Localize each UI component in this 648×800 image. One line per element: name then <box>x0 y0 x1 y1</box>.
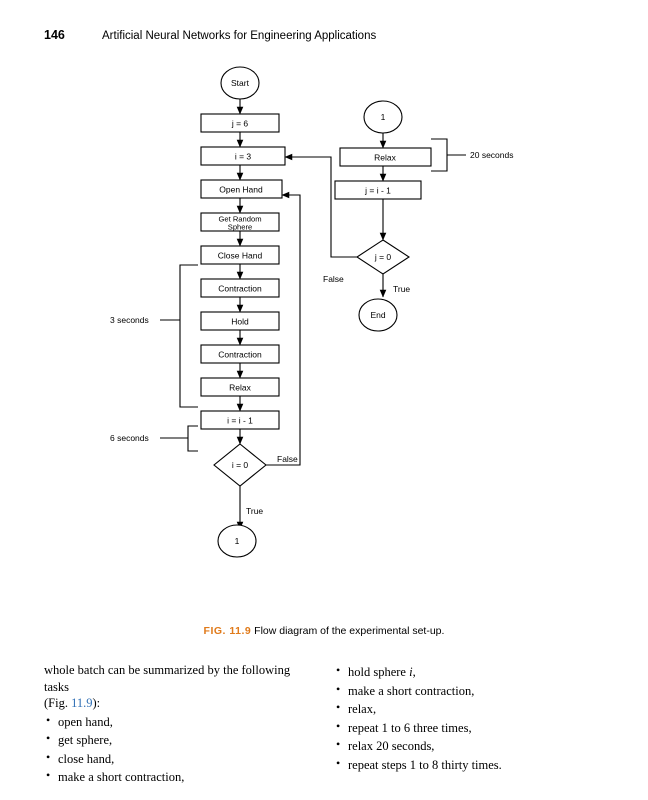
body-column-right <box>334 662 606 788</box>
intro-line-2-post: ): <box>92 696 101 710</box>
page-header <box>44 28 604 42</box>
figure-caption-text: Flow diagram of the experimental set-up. <box>254 625 445 637</box>
list-item-hold-sphere-text: hold sphere <box>348 665 410 679</box>
node-connector-bottom-label: 1 <box>234 536 240 546</box>
node-hold <box>201 312 279 330</box>
edge-label-i-false: False <box>277 454 298 464</box>
node-relax-right-label: Relax <box>374 152 396 163</box>
node-set-i-label: i = 3 <box>234 151 252 162</box>
node-get-random-sphere-label-2: Sphere <box>227 222 253 232</box>
node-end-label: End <box>370 310 386 320</box>
node-relax-left <box>201 378 279 396</box>
node-connector-bottom <box>218 525 256 557</box>
intro-paragraph <box>44 662 316 712</box>
node-start-label: Start <box>231 78 249 88</box>
task-list-right <box>334 664 606 773</box>
node-decision-j <box>357 240 409 274</box>
node-decrement-i-label: i = i - 1 <box>227 415 253 426</box>
task-list-left <box>44 714 316 786</box>
node-open-hand-label: Open Hand <box>219 184 263 195</box>
list-item: • close hand, <box>44 751 316 768</box>
node-end <box>359 299 397 331</box>
list-item: • open hand, <box>44 714 316 731</box>
node-hold-label: Hold <box>231 316 249 327</box>
intro-line-1: whole batch can be summarized by the following tasks <box>44 663 291 694</box>
node-set-j <box>201 114 279 132</box>
flow-diagram-figure <box>0 56 648 646</box>
page-number: 146 <box>44 28 65 42</box>
node-decision-j-label: j = 0 <box>374 252 392 262</box>
node-get-random-sphere-label-1: Get Random <box>218 214 262 224</box>
list-item: • relax 20 seconds, <box>334 738 606 755</box>
node-close-hand-label: Close Hand <box>217 250 263 261</box>
node-decrement-j-label: j = i - 1 <box>365 185 391 196</box>
node-relax-left-label: Relax <box>229 382 251 393</box>
intro-line-2-pre: (Fig. <box>44 696 72 710</box>
annotation-three-seconds: 3 seconds <box>110 315 149 325</box>
annotation-six-seconds: 6 seconds <box>110 433 149 443</box>
list-item: • relax, <box>334 701 606 718</box>
node-contraction-1-label: Contraction <box>218 283 262 294</box>
list-item: • make a short contraction, <box>334 683 606 700</box>
node-decrement-j <box>335 181 421 199</box>
list-item: • repeat 1 to 6 three times, <box>334 720 606 737</box>
list-item: • make a short contraction, <box>44 769 316 786</box>
node-decrement-i <box>201 411 279 429</box>
node-decision-i-label: i = 0 <box>231 460 249 470</box>
edge-label-j-true: True <box>393 284 411 294</box>
edge-label-j-false: False <box>323 274 344 284</box>
node-decision-i <box>214 444 266 486</box>
list-item-hold-sphere-index: i <box>409 665 413 679</box>
running-head-title: Artificial Neural Networks for Engineering Applications <box>102 30 377 42</box>
node-contraction-2-label: Contraction <box>218 349 262 360</box>
node-open-hand <box>201 180 282 198</box>
node-get-random-sphere <box>201 213 279 232</box>
node-close-hand <box>201 246 279 264</box>
figure-caption <box>0 625 648 637</box>
body-column-left <box>44 662 316 788</box>
body-columns <box>44 662 606 788</box>
node-start <box>221 67 259 99</box>
figure-crossref-link[interactable]: 11.9 <box>71 696 93 710</box>
list-item: • get sphere, <box>44 732 316 749</box>
list-item-hold-sphere-suffix: , <box>412 665 416 679</box>
edge-label-i-true: True <box>246 506 264 516</box>
node-connector-top-label: 1 <box>380 112 386 122</box>
annotation-twenty-seconds: 20 seconds <box>470 150 514 160</box>
flow-diagram-svg <box>0 56 648 646</box>
node-connector-top <box>364 101 402 133</box>
node-contraction-2 <box>201 345 279 363</box>
node-set-j-label: j = 6 <box>231 118 249 129</box>
node-set-i <box>201 147 285 165</box>
figure-caption-label: FIG. 11.9 <box>203 625 252 637</box>
list-item: • repeat steps 1 to 8 thirty times. <box>334 757 606 774</box>
node-contraction-1 <box>201 279 279 297</box>
list-item-hold-sphere <box>334 664 606 681</box>
node-relax-right <box>340 148 431 166</box>
